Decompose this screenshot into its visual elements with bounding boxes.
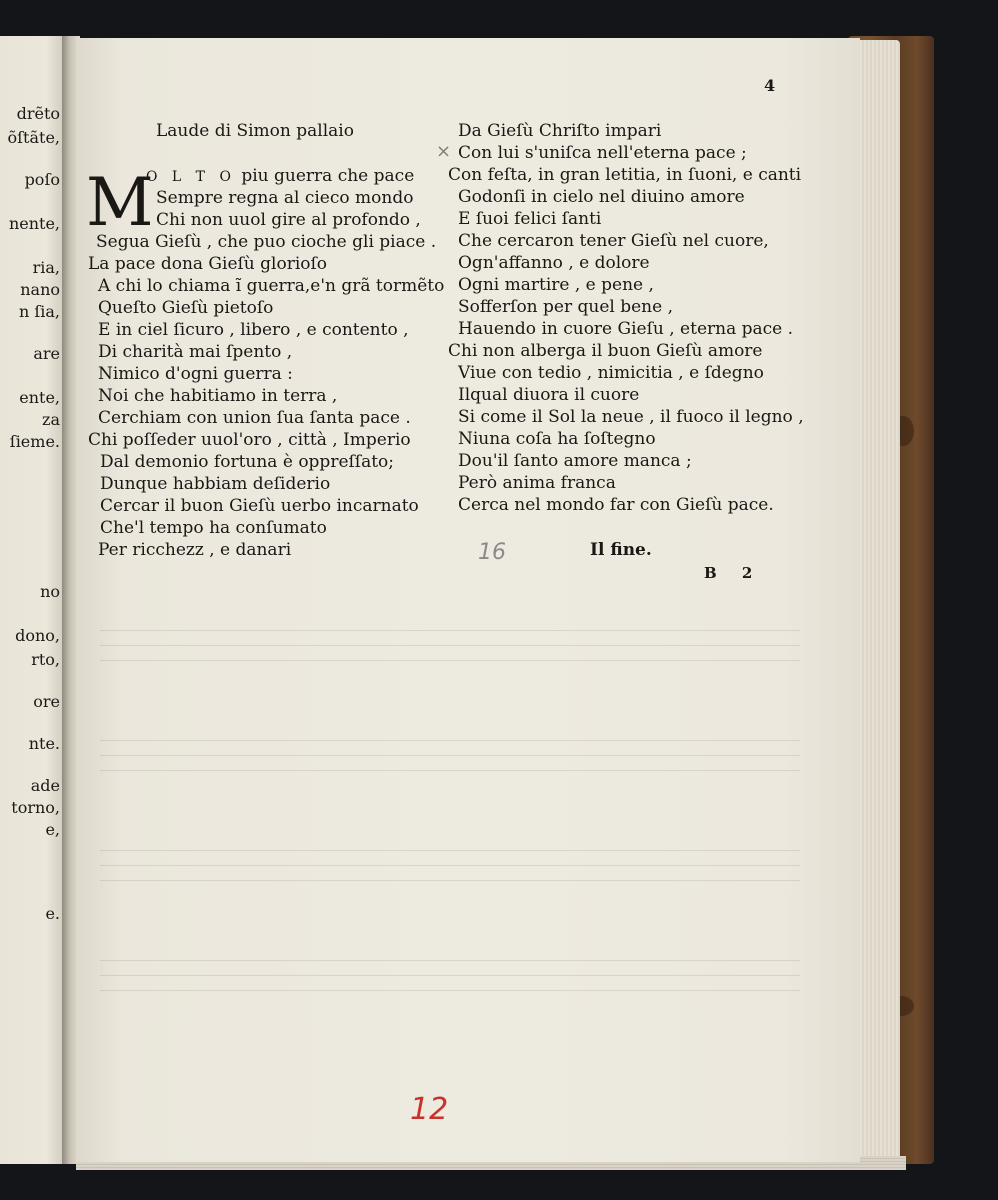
verse-line: Ilqual diuora il cuore	[458, 385, 640, 405]
left-fragment: are	[33, 344, 60, 363]
verse-line: Con lui s'uniſca nell'eterna pace ;	[458, 143, 747, 163]
left-fragment: ente,	[19, 388, 60, 407]
show-through-staff-line	[100, 645, 800, 646]
left-fragment: ſieme.	[9, 432, 60, 451]
verse-line: Cerca nel mondo far con Gieſù pace.	[458, 495, 774, 515]
red-ink-number: 12	[410, 1092, 449, 1127]
verse-line: E in ciel ſicuro , libero , e contento ,	[98, 320, 409, 340]
left-fragment: dono,	[15, 626, 60, 645]
left-fragment: nte.	[28, 734, 60, 753]
verse-line: Si come il Sol la neue , il fuoco il legno ,	[458, 407, 804, 427]
verse-line: Ogn'affanno , e dolore	[458, 253, 650, 273]
verse-line: Chi non alberga il buon Gieſù amore	[448, 341, 763, 361]
left-page	[0, 36, 66, 1164]
show-through-staff-line	[100, 865, 800, 866]
end-mark: Il fine.	[590, 540, 652, 560]
verse-line: Da Gieſù Chriſto impari	[458, 121, 662, 141]
left-fragment: drẽto	[16, 104, 60, 123]
drop-cap: M	[86, 164, 154, 241]
verse-line: Sofferſon per quel bene ,	[458, 297, 673, 317]
poem-heading: Laude di Simon pallaio	[156, 121, 354, 141]
show-through-staff-line	[100, 755, 800, 756]
show-through-staff-line	[100, 960, 800, 961]
verse-line: Dou'il ſanto amore manca ;	[458, 451, 692, 471]
left-fragment: rto,	[31, 650, 60, 669]
verse-line: Che'l tempo ha conſumato	[100, 518, 327, 538]
show-through-staff-line	[100, 660, 800, 661]
verse-line: A chi lo chiama ĩ guerra,e'n grã tormẽto	[98, 276, 445, 296]
left-fragment: nente,	[8, 214, 60, 233]
left-fragment: õſtãte,	[7, 128, 60, 147]
verse-line: Che cercaron tener Gieſù nel cuore,	[458, 231, 769, 251]
verse-line: Hauendo in cuore Gieſu , eterna pace .	[458, 319, 794, 339]
page-edges	[856, 40, 900, 1160]
verse-line: Nimico d'ogni guerra :	[98, 364, 293, 384]
verse-line: Cerchiam con union ſua ſanta pace .	[98, 408, 411, 428]
show-through-staff-line	[100, 880, 800, 881]
verse-line: Godonſi in cielo nel diuino amore	[458, 187, 745, 207]
left-fragment: nano	[20, 280, 60, 299]
verse-line: Chi non uuol gire al profondo ,	[156, 210, 421, 230]
show-through-staff-line	[100, 975, 800, 976]
margin-mark: ×	[436, 141, 452, 162]
verse-line: Noi che habitiamo in terra ,	[98, 386, 338, 406]
left-fragment: ore	[33, 692, 60, 711]
verse-line: Chi poſſeder uuol'oro , città , Imperio	[88, 430, 411, 450]
left-fragment: e.	[45, 904, 60, 923]
verse-line: Con feſta, in gran letitia, in ſuoni, e canti	[448, 165, 802, 185]
verse-line: Dal demonio fortuna è oppreſſato;	[100, 452, 395, 472]
verse-line: E ſuoi felici ſanti	[458, 209, 602, 229]
show-through-staff-line	[100, 850, 800, 851]
left-fragment: n ſia,	[18, 302, 60, 321]
left-fragment: za	[42, 410, 60, 429]
pencil-annotation: 16	[478, 540, 506, 565]
verse-line: Però anima franca	[458, 473, 616, 493]
left-fragment: ria,	[32, 258, 60, 277]
verse-line: La pace dona Gieſù glorioſo	[88, 254, 328, 274]
left-fragment: e,	[45, 820, 60, 839]
left-fragment: torno,	[11, 798, 60, 817]
left-fragment: poſo	[24, 170, 60, 189]
verse-line: Cercar il buon Gieſù uerbo incarnato	[100, 496, 419, 516]
verse-line: Queſto Gieſù pietoſo	[98, 298, 274, 318]
verse-line: Segua Gieſù , che puo cioche gli piace .	[96, 232, 437, 252]
verse-line: Per ricchezz , e danari	[98, 540, 292, 560]
folio-number: 4	[764, 76, 776, 95]
verse-line: Viue con tedio , nimicitia , e ſdegno	[458, 363, 764, 383]
show-through-staff-line	[100, 990, 800, 991]
left-fragment: no	[40, 582, 60, 601]
signature-mark: B 2	[704, 564, 763, 582]
verse-line: Di charità mai ſpento ,	[98, 342, 293, 362]
verse-line: Sempre regna al cieco mondo	[156, 188, 414, 208]
first-line-rest: piu guerra che pace	[241, 166, 415, 186]
left-fragment: ade	[30, 776, 60, 795]
verse-line: Niuna coſa ha ſoſtegno	[458, 429, 656, 449]
verse-line: Dunque habbiam deſiderio	[100, 474, 331, 494]
show-through-staff-line	[100, 740, 800, 741]
first-line	[146, 165, 414, 188]
verse-line: Ogni martire , e pene ,	[458, 275, 654, 295]
first-line-smallcaps: O L T O	[146, 169, 236, 185]
show-through-staff-line	[100, 770, 800, 771]
show-through-staff-line	[100, 630, 800, 631]
